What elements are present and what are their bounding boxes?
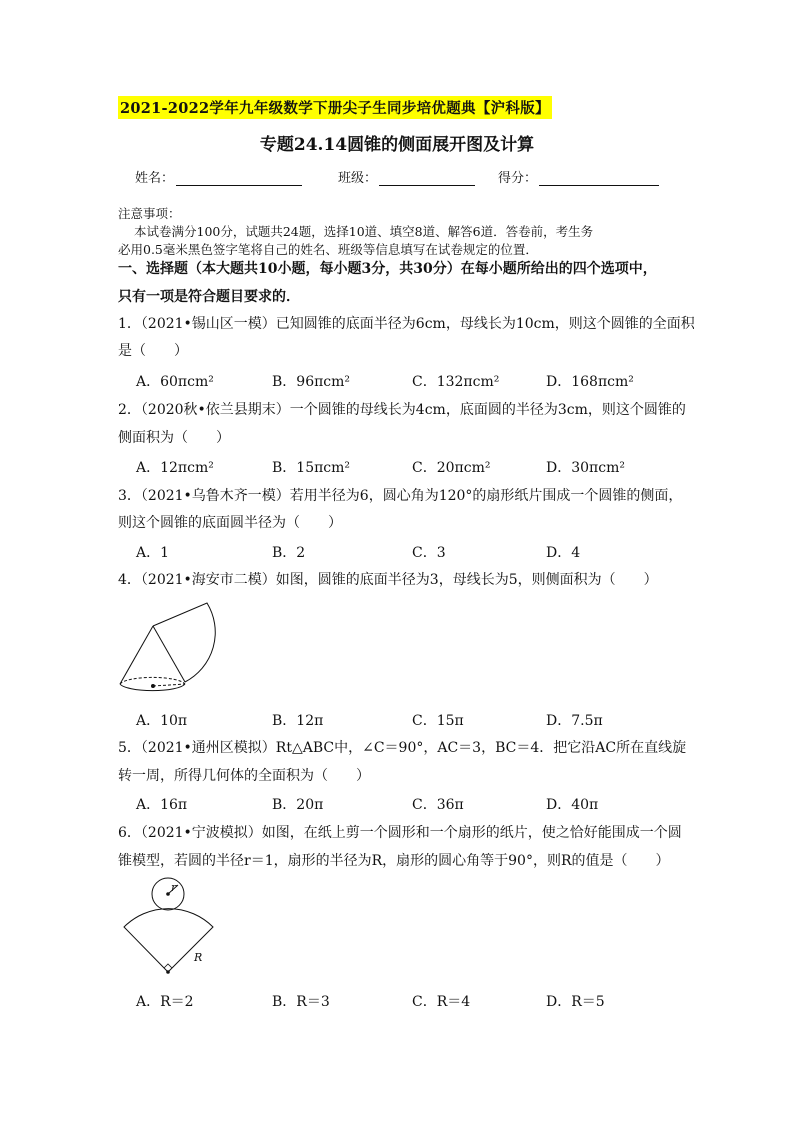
- question-2-line-1: 2．（2020秋•依兰县期末）一个圆锥的母线长为4cm，底面圆的半径为3cm，则这个圆锥的: [118, 402, 686, 418]
- question-1-option-d[interactable]: D．168πcm²: [546, 374, 634, 390]
- page-title: 专题24.14圆锥的侧面展开图及计算: [259, 135, 535, 155]
- notice-title: 注意事项：: [118, 206, 181, 221]
- question-4-line-1: 4．（2021•海安市二模）如图，圆锥的底面半径为3，母线长为5，则侧面积为（ ）: [118, 572, 658, 588]
- question-1-option-c[interactable]: C．132πcm²: [412, 374, 500, 390]
- question-3-option-c[interactable]: C．3: [412, 545, 446, 561]
- question-4-option-d[interactable]: D．7.5π: [546, 713, 603, 729]
- sector-center-point: [166, 970, 170, 974]
- label-R: R: [194, 951, 203, 964]
- question-5-option-c[interactable]: C．36π: [412, 797, 464, 813]
- right-angle-mark: [164, 964, 172, 968]
- question-2-option-b[interactable]: B．15πcm²: [272, 460, 351, 476]
- circle-sector-figure: [120, 877, 220, 981]
- question-6-line-2: 锥模型，若圆的半径r＝1，扇形的半径为R，扇形的圆心角等于90°，则R的值是（ ）: [118, 853, 670, 869]
- question-6-option-b[interactable]: B．R＝3: [272, 994, 330, 1010]
- question-5-line-1: 5．（2021•通州区模拟）Rt△ABC中，∠C＝90°，AC＝3，BC＝4．把它沿AC所在直线旋: [118, 740, 687, 756]
- question-1-line-2: 是（ ）: [118, 343, 188, 359]
- notice-line-2: 必用0.5毫米黑色签字笔将自己的姓名、班级等信息填写在试卷规定的位置．: [118, 242, 538, 257]
- question-3-option-b[interactable]: B．2: [272, 545, 306, 561]
- section-heading-line-2: 只有一项是符合题目要求的．: [118, 289, 300, 305]
- question-2-option-d[interactable]: D．30πcm²: [546, 460, 625, 476]
- base-center-point: [151, 684, 155, 688]
- question-6-option-c[interactable]: C．R＝4: [412, 994, 471, 1010]
- base-ellipse-back: [120, 677, 185, 684]
- question-5-option-a[interactable]: A．16π: [136, 797, 188, 813]
- circle-center-point: [166, 892, 170, 896]
- question-1-option-a[interactable]: A．60πcm²: [136, 374, 214, 390]
- class-field[interactable]: [338, 167, 475, 186]
- question-3-option-a[interactable]: A．1: [136, 545, 170, 561]
- question-2-line-2: 侧面积为（ ）: [118, 430, 230, 446]
- name-field[interactable]: [135, 167, 302, 186]
- question-5-option-b[interactable]: B．20π: [272, 797, 324, 813]
- name-blank[interactable]: [176, 171, 302, 186]
- question-3-line-1: 3．（2021•乌鲁木齐一模）若用半径为6，圆心角为120°的扇形纸片围成一个圆锥的侧面，: [118, 488, 683, 504]
- score-label: 得分：: [498, 171, 538, 186]
- question-3-option-d[interactable]: D．4: [546, 545, 581, 561]
- question-3-line-2: 则这个圆锥的底面圆半径为（ ）: [118, 515, 342, 531]
- question-5-option-d[interactable]: D．40π: [546, 797, 599, 813]
- question-4-option-a[interactable]: A．10π: [136, 713, 188, 729]
- question-5-line-2: 转一周，所得几何体的全面积为（ ）: [118, 768, 370, 784]
- class-label: 班级：: [338, 171, 378, 186]
- score-blank[interactable]: [539, 171, 659, 186]
- score-field[interactable]: [498, 167, 659, 186]
- question-6-option-a[interactable]: A．R＝2: [136, 994, 194, 1010]
- base-radius: [153, 684, 185, 686]
- question-6-line-1: 6．（2021•宁波模拟）如图，在纸上剪一个圆形和一个扇形的纸片，使之恰好能围成一个圆: [118, 825, 682, 841]
- section-heading-line-1: 一、选择题（本大题共10小题，每小题3分，共30分）在每小题所给出的四个选项中，: [118, 261, 657, 277]
- question-2-option-a[interactable]: A．12πcm²: [136, 460, 214, 476]
- label-r: r: [171, 881, 177, 894]
- question-1-option-b[interactable]: B．96πcm²: [272, 374, 351, 390]
- question-4-option-b[interactable]: B．12π: [272, 713, 324, 729]
- header-banner: 2021-2022学年九年级数学下册尖子生同步培优题典【沪科版】: [118, 96, 552, 119]
- cone-net-figure: [115, 596, 225, 700]
- cone-right-edge: [153, 626, 185, 682]
- notice-line-1: 本试卷满分100分，试题共24题，选择10道、填空8道、解答6道．答卷前，考生务: [134, 224, 594, 239]
- question-4-option-c[interactable]: C．15π: [412, 713, 464, 729]
- name-label: 姓名：: [135, 171, 175, 186]
- question-2-option-c[interactable]: C．20πcm²: [412, 460, 491, 476]
- question-1-line-1: 1．（2021•锡山区一模）已知圆锥的底面半径为6cm，母线长为10cm，则这个圆锥的全面积: [118, 316, 695, 332]
- class-blank[interactable]: [379, 171, 475, 186]
- question-6-option-d[interactable]: D．R＝5: [546, 994, 605, 1010]
- cone-left-edge: [120, 626, 153, 684]
